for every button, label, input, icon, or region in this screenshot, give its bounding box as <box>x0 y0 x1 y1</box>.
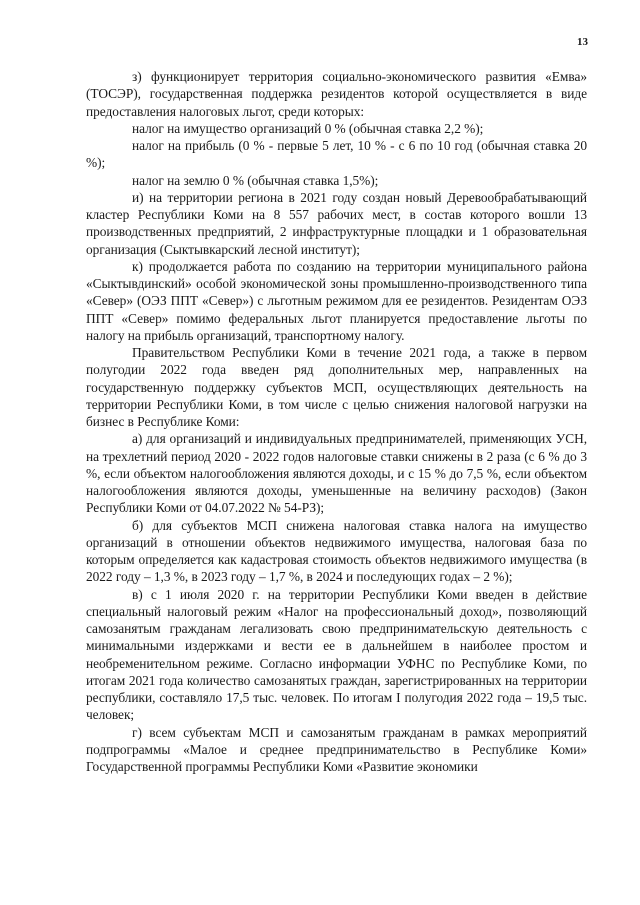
document-body <box>86 68 587 775</box>
paragraph-z-tosar: з) функционирует территория социально-экономического развития «Емва» (ТОСЭР), государственная поддержка резидентов которой осуществляется в виде предоставления налоговых льгот, среди которых: <box>86 69 587 119</box>
paragraph-g-support-program: г) всем субъектам МСП и самозанятым гражданам в рамках мероприятий подпрограммы «Малое и среднее предпринимательство в Республике Коми» Государственной программы Республики Коми «Развитие экономики <box>86 724 587 774</box>
paragraph-a-usn-rates: а) для организаций и индивидуальных предпринимателей, применяющих УСН, на трехлетний период 2020 - 2022 годов налоговые ставки снижены в 2 раза (с 6 % до 3 %, если объектом налогообложения являются доходы, и с 15 % до 7,5 %, если объектом налогообложения являются доходы, уменьшенные на величину расходов) (Закон Республики Коми от 04.07.2022 № 54-РЗ); <box>86 431 587 516</box>
paragraph-profit-tax: налог на прибыль (0 % - первые 5 лет, 10 % - с 6 по 10 год (обычная ставка 20 %); <box>86 138 587 171</box>
paragraph-government-measures: Правительством Республики Коми в течение 2021 года, а также в первом полугодии 2022 года введен ряд дополнительных мер, направленных на государственную поддержку субъектов МСП, осуществляющих деятельность на территории Республики Коми, в том числе с целью снижения налоговой нагрузки на бизнес в Республике Коми: <box>86 345 587 429</box>
paragraph-k-special-zone: к) продолжается работа по созданию на территории муниципального района «Сыктывдинский» особой экономической зоны промышленно-производственного типа «Север» (ОЭЗ ППТ «Север») с льготным режимом для ее резидентов. Резидентам ОЭЗ ППТ «Север» помимо федеральных льгот планируется предоставление льготы по налогу на прибыль организаций, транспортному налогу. <box>86 258 587 343</box>
paragraph-v-self-employed: в) с 1 июля 2020 г. на территории Республики Коми введен в действие специальный налоговый режим «Налог на профессиональный доход», позволяющий самозанятым гражданам легализовать свою предпринимательскую деятельность с минимальными издержками и вести ее в дальнейшем в наиболее простом и необременительном режиме. Согласно информации УФНС по Республике Коми, по итогам 2021 года количество самозанятых граждан, зарегистрированных на территории республики, составляло 17,5 тыс. человек. По итогам I полугодия 2022 года – 19,5 тыс. человек; <box>86 586 587 723</box>
paragraph-land-tax: налог на землю 0 % (обычная ставка 1,5%); <box>132 172 379 188</box>
paragraph-b-property-rate: б) для субъектов МСП снижена налоговая ставка налога на имущество организаций в отношении объектов недвижимого имущества, налоговая база по которым определяется как кадастровая стоимость объектов недвижимого имущества (в 2022 году – 1,3 %, в 2023 году – 1,7 %, в 2024 и последующих годах – 2 %); <box>86 517 587 585</box>
page-number: 13 <box>577 36 588 48</box>
paragraph-property-tax: налог на имущество организаций 0 % (обычная ставка 2,2 %); <box>132 120 484 136</box>
paragraph-i-wood-cluster: и) на территории региона в 2021 году создан новый Деревообрабатывающий кластер Республики Коми на 8 557 рабочих мест, в состав которого вошли 13 производственных предприятий, 2 инфраструктурные площадки и 1 образовательная организация (Сыктывкарский лесной институт); <box>86 189 587 257</box>
